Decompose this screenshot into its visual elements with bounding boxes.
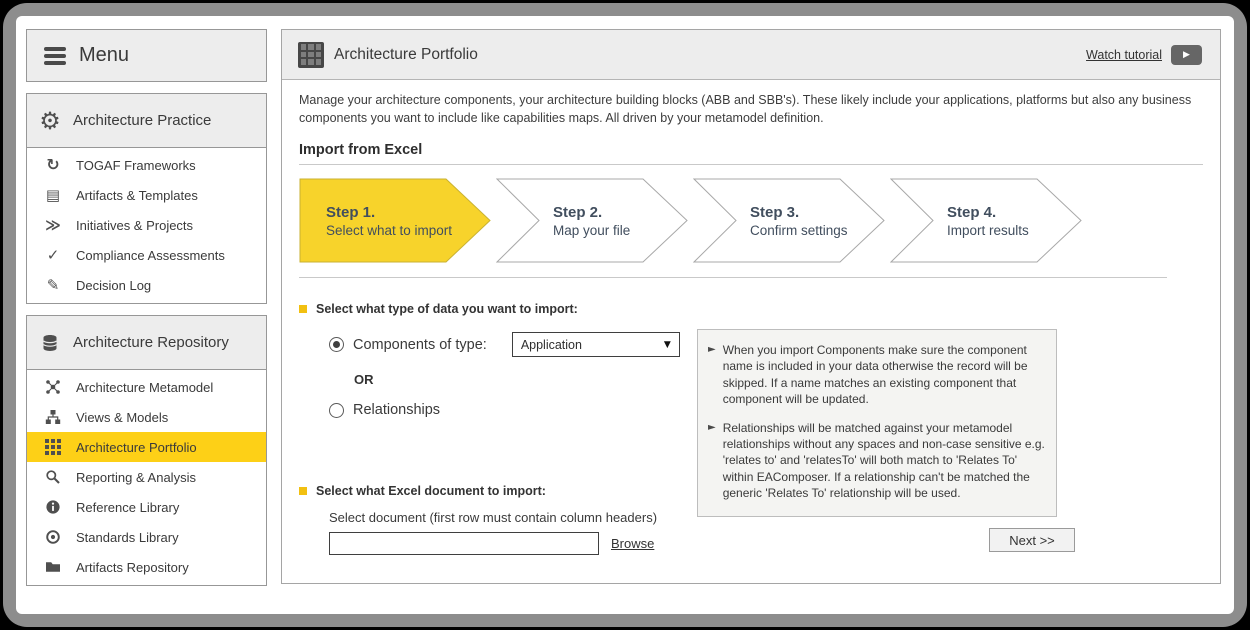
- steps-divider: [299, 277, 1167, 278]
- sidebar-item-label: Compliance Assessments: [76, 247, 225, 263]
- network-icon: [43, 379, 63, 395]
- heading-divider: [299, 164, 1203, 165]
- sidebar-item-standards-library[interactable]: [27, 522, 266, 552]
- selected-component-type: Application: [520, 337, 582, 352]
- step-name: Step 2.: [553, 203, 603, 221]
- components-radio[interactable]: [329, 337, 344, 352]
- main-panel: [281, 29, 1221, 584]
- check-icon: ✓: [46, 245, 60, 264]
- sidebar-item-reference-library[interactable]: [27, 492, 266, 522]
- sidebar: [26, 29, 267, 597]
- sidebar-item-compliance-assessments[interactable]: [27, 240, 266, 270]
- app-surface: [16, 16, 1234, 614]
- main-header: [282, 30, 1220, 80]
- double-chevron-icon: ≫: [45, 215, 61, 234]
- relationships-radio[interactable]: [329, 403, 344, 418]
- wizard-step-4[interactable]: [890, 178, 1082, 263]
- wizard-steps: [299, 178, 1203, 263]
- info-icon: [43, 499, 63, 515]
- relationships-radio-label: Relationships: [353, 402, 441, 419]
- yellow-bullet-icon: [299, 487, 307, 495]
- step-subtitle: Confirm settings: [750, 222, 848, 238]
- step-name: Step 4.: [947, 203, 997, 221]
- folder-icon: [43, 559, 63, 575]
- grid-icon: [43, 439, 63, 456]
- arrow-bullet-icon: ►: [708, 422, 716, 433]
- section-items: [27, 148, 266, 303]
- gear-icon: ⚙: [39, 106, 61, 135]
- document-section-title: Select what Excel document to import:: [299, 484, 1203, 498]
- sidebar-item-label: Decision Log: [76, 277, 152, 293]
- sidebar-item-architecture-portfolio[interactable]: [27, 432, 266, 462]
- step-subtitle: Import results: [947, 222, 1029, 238]
- main-content: [282, 80, 1220, 555]
- step-subtitle: Select what to import: [326, 222, 453, 238]
- help-note-text: Relationships will be matched against your metamodel relationships without any spaces and non-case sensitive e.g. 'relates to' and 'relatesTo' will both match to 'Relates To' within EAComposer. If a relationship can't be matched the generic 'Relates To' relationship will be used.: [722, 421, 1045, 500]
- section-items: [27, 370, 266, 585]
- help-note-text: When you import Components make sure the component name is included in your data otherwise the record will be skipped. If a name matches an existing component that component will be updated.: [722, 343, 1028, 406]
- document-icon: ▤: [45, 185, 61, 204]
- database-icon: [40, 331, 60, 355]
- file-row: [329, 532, 1203, 555]
- import-help-box: [697, 329, 1057, 517]
- sidebar-item-togaf-frameworks[interactable]: [27, 150, 266, 180]
- sidebar-section-architecture-repository: [26, 315, 267, 586]
- document-hint: Select document (first row must contain column headers): [329, 510, 658, 526]
- next-button[interactable]: Next >>: [989, 528, 1075, 552]
- pencil-icon: ✎: [46, 275, 60, 294]
- sidebar-item-label: Artifacts & Templates: [76, 187, 198, 203]
- component-type-select[interactable]: [512, 332, 680, 357]
- menu-label: Menu: [79, 44, 130, 66]
- sidebar-item-label: Standards Library: [76, 529, 179, 545]
- import-from-excel-heading: Import from Excel: [299, 142, 423, 159]
- sidebar-item-artifacts-templates[interactable]: [27, 180, 266, 210]
- watch-tutorial-link[interactable]: Watch tutorial: [1086, 47, 1162, 62]
- or-label: OR: [354, 372, 374, 388]
- browse-link[interactable]: Browse: [611, 536, 655, 552]
- sidebar-item-label: Architecture Portfolio: [76, 439, 197, 455]
- section-header-architecture-practice[interactable]: [27, 94, 266, 148]
- sidebar-item-decision-log[interactable]: [27, 270, 266, 300]
- section-title: Architecture Practice: [73, 112, 212, 129]
- sidebar-item-label: Architecture Metamodel: [76, 379, 214, 395]
- hamburger-icon: [44, 47, 66, 65]
- refresh-icon: ↻: [46, 155, 60, 174]
- components-radio-label: Components of type:: [353, 336, 487, 353]
- app-window: [3, 3, 1247, 627]
- play-icon: ▶: [1183, 49, 1190, 60]
- chevron-down-icon: ▼: [663, 339, 671, 350]
- wizard-step-3[interactable]: [693, 178, 885, 263]
- page-title: Architecture Portfolio: [334, 45, 478, 63]
- yellow-bullet-icon: [299, 305, 307, 313]
- import-form: [299, 302, 1203, 555]
- document-path-input[interactable]: [329, 532, 599, 555]
- grid-icon: [298, 42, 324, 68]
- sidebar-item-label: TOGAF Frameworks: [76, 157, 196, 173]
- sidebar-item-architecture-metamodel[interactable]: [27, 372, 266, 402]
- sidebar-item-reporting-analysis[interactable]: [27, 462, 266, 492]
- data-type-section-title: Select what type of data you want to import:: [299, 302, 1203, 316]
- wizard-step-1[interactable]: [299, 178, 491, 263]
- target-icon: [43, 529, 63, 545]
- sidebar-item-label: Initiatives & Projects: [76, 217, 194, 233]
- sidebar-item-artifacts-repository[interactable]: [27, 552, 266, 582]
- arrow-bullet-icon: ►: [708, 344, 716, 356]
- section-header-architecture-repository[interactable]: [27, 316, 266, 370]
- help-note: [708, 420, 1046, 501]
- sidebar-item-initiatives-projects[interactable]: [27, 210, 266, 240]
- menu-toggle[interactable]: [26, 29, 267, 82]
- sidebar-section-architecture-practice: [26, 93, 267, 304]
- play-button[interactable]: [1171, 45, 1202, 65]
- section-title: Architecture Repository: [73, 334, 229, 351]
- sidebar-item-label: Artifacts Repository: [76, 559, 189, 575]
- step-subtitle: Map your file: [553, 222, 631, 238]
- help-note: [708, 342, 1046, 407]
- sidebar-item-label: Reporting & Analysis: [76, 469, 196, 485]
- step-name: Step 1.: [326, 203, 376, 221]
- search-icon: [43, 469, 63, 485]
- wizard-step-2[interactable]: [496, 178, 688, 263]
- step-name: Step 3.: [750, 203, 800, 221]
- sidebar-item-views-models[interactable]: [27, 402, 266, 432]
- sidebar-item-label: Views & Models: [76, 409, 169, 425]
- page-description: Manage your architecture components, your architecture building blocks (ABB and SBB's). These likely include your applications, platforms but also any business components you want to include like capabilities maps. All driven by your metamodel definition.: [299, 93, 1192, 126]
- tree-icon: [43, 409, 63, 425]
- sidebar-item-label: Reference Library: [76, 499, 180, 515]
